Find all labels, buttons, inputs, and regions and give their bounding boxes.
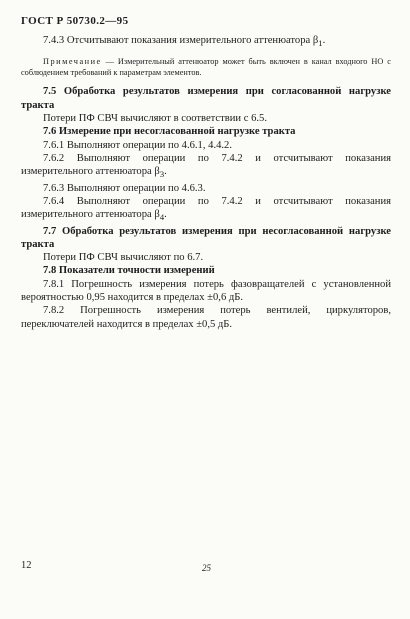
paragraph-7-4-3: 7.4.3 Отсчитывают показания измерительного аттенюатора $\beta_1$.	[43, 35, 326, 49]
page-number: 12	[21, 560, 32, 571]
paragraph-7-6-2: 7.6.2 Выполняют операции по 7.4.2 и отсчитывают показания измерительного аттенюатора $\beta_3$.	[21, 152, 391, 180]
page-stamp-number: 25	[202, 563, 211, 573]
paragraph-7-8-1: 7.8.1 Погрешность измерения потерь фазовращателей с установленной вероятностью 0,95 находится в пределах ±0,6 дБ.	[21, 278, 391, 304]
paragraph-7-5: Потери ПФ СВЧ вычисляют в соответствии с 6.5.	[43, 113, 267, 124]
note-paragraph	[21, 56, 391, 78]
note-text: — Измерительный аттенюатор может быть включен в канал входного НО с соблюдением требований к параметрам элементов.	[21, 57, 391, 78]
section-heading-7-7: 7.7 Обработка результатов измерения при несогласованной нагрузке тракта	[21, 225, 391, 250]
paragraph-7-8-2: 7.8.2 Погрешность измерения потерь вентилей, циркуляторов, переключателей находится в пределах ±0,5 дБ.	[21, 305, 391, 330]
section-heading-7-6: 7.6 Измерение при несогласованной нагрузке тракта	[43, 126, 296, 138]
note-label: Примечание	[43, 57, 102, 67]
section-heading-7-5: 7.5 Обработка результатов измерения при согласованной нагрузке тракта	[21, 86, 391, 111]
paragraph-7-6-4: 7.6.4 Выполняют операции по 7.4.2 и отсчитывают показания измерительного аттенюатора $\beta_4$.	[21, 195, 391, 223]
section-heading-7-8: 7.8 Показатели точности измерений	[43, 265, 215, 277]
paragraph-7-6-3: 7.6.3 Выполняют операции по 4.6.3.	[43, 182, 206, 194]
paragraph-7-6-1: 7.6.1 Выполняют операции по 4.6.1, 4.4.2.	[43, 139, 232, 151]
paragraph-7-7: Потери ПФ СВЧ вычисляют по 6.7.	[43, 252, 204, 264]
document-body	[21, 34, 391, 331]
document-code-header: ГОСТ Р 50730.2—95	[21, 15, 129, 27]
